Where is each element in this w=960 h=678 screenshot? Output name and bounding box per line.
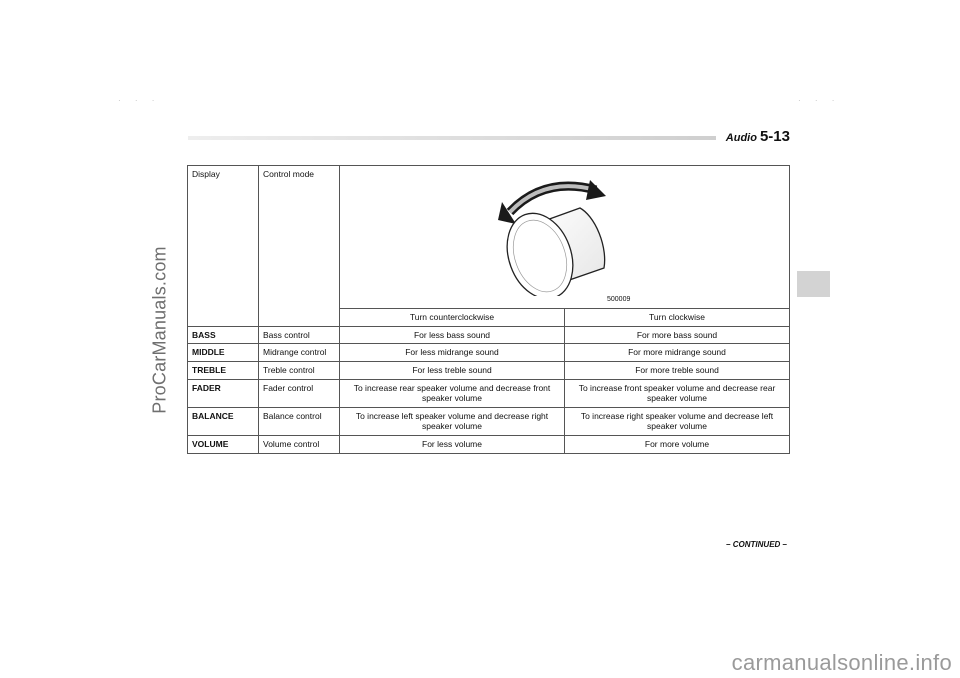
mode-cell: Volume control: [259, 436, 340, 454]
crop-mark-top-left: · · ·: [118, 96, 161, 105]
ccw-cell: For less bass sound: [340, 326, 565, 344]
display-cell: VOLUME: [188, 436, 259, 454]
crop-mark-top-right: · · ·: [798, 96, 841, 105]
table-row: [188, 407, 790, 435]
cw-cell: For more volume: [565, 436, 790, 454]
cw-cell: To increase front speaker volume and decrease rear speaker volume: [565, 379, 790, 407]
table-header-row: [188, 166, 790, 309]
knob-figure-cell: [340, 166, 790, 309]
cw-cell: For more treble sound: [565, 361, 790, 379]
ccw-cell: To increase rear speaker volume and decrease front speaker volume: [340, 379, 565, 407]
page-header: [726, 128, 790, 145]
cw-cell: For more bass sound: [565, 326, 790, 344]
side-watermark: ProCarManuals.com: [149, 246, 170, 414]
table-row: [188, 436, 790, 454]
display-header: Display: [188, 166, 259, 327]
cw-cell: For more midrange sound: [565, 344, 790, 362]
display-cell: BALANCE: [188, 407, 259, 435]
control-mode-header: Control mode: [259, 166, 340, 327]
rotary-knob-icon: [490, 176, 640, 296]
counterclockwise-header: Turn counterclockwise: [340, 309, 565, 327]
mode-cell: Balance control: [259, 407, 340, 435]
chapter-tab-marker: [797, 271, 830, 297]
table-row: [188, 379, 790, 407]
display-cell: MIDDLE: [188, 344, 259, 362]
mode-cell: Bass control: [259, 326, 340, 344]
continued-label: – CONTINUED –: [726, 540, 787, 549]
mode-cell: Treble control: [259, 361, 340, 379]
clockwise-header: Turn clockwise: [565, 309, 790, 327]
header-rule: [188, 136, 716, 140]
footer-watermark: carmanualsonline.info: [731, 650, 952, 675]
cw-cell: To increase right speaker volume and decrease left speaker volume: [565, 407, 790, 435]
mode-cell: Midrange control: [259, 344, 340, 362]
table-row: [188, 326, 790, 344]
table-row: [188, 344, 790, 362]
audio-control-table: [187, 165, 790, 454]
display-cell: BASS: [188, 326, 259, 344]
ccw-cell: To increase left speaker volume and decrease right speaker volume: [340, 407, 565, 435]
ccw-cell: For less midrange sound: [340, 344, 565, 362]
ccw-cell: For less volume: [340, 436, 565, 454]
section-title: Audio: [725, 132, 757, 144]
mode-cell: Fader control: [259, 379, 340, 407]
ccw-cell: For less treble sound: [340, 361, 565, 379]
table-row: [188, 361, 790, 379]
display-cell: FADER: [188, 379, 259, 407]
page-number: 5-13: [759, 128, 790, 145]
figure-id: 500009: [607, 296, 631, 303]
display-cell: TREBLE: [188, 361, 259, 379]
